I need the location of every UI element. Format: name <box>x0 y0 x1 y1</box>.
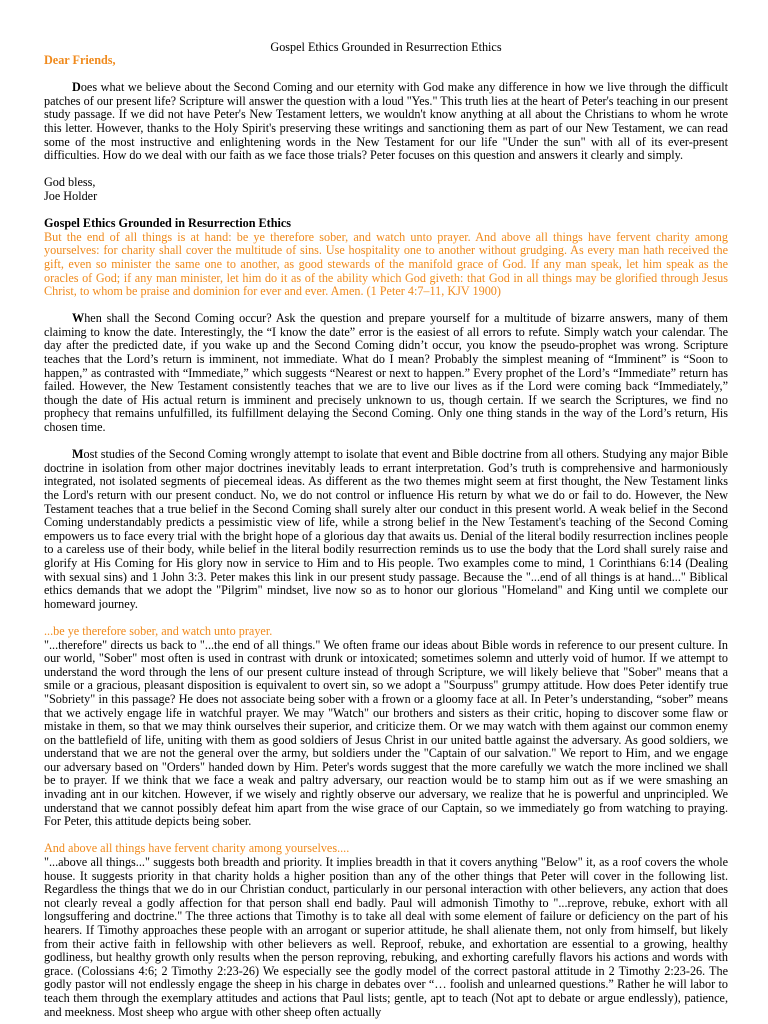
article-heading: Gospel Ethics Grounded in Resurrection Ethics <box>44 216 292 231</box>
para1-text: hen shall the Second Coming occur? Ask the question and prepare yourself for a multitude of bizarre answers, many of them claiming to know the date. Interestingly, the “I know the date” error is the easiest of all errors to refute. Simply watch your calendar. The day after the predicted date, if you wake up and the Second Coming didn’t occur, you know the pseudo-prophet was wrong. Scripture teaches that the Lord’s return is imminent, not immediate. What do I mean? Probably the simplest meaning of “Imminent” is “Soon to happen,” as contrasted with “Immediate,” which suggests “Nearest or next to happen.” Every prophet of the Lord’s “Immediate” return has failed. However, the New Testament consistently teaches that we are to live our lives as if the Lord were coming back “Immediately,” though the date of His actual return is imminent and precisely unknown to us, though certain. If we search the Scriptures, we find no prophecy that remains unfulfilled, its fulfillment delaying the Second Coming. Only one thing stands in the way of the Lord’s return, His chosen time. <box>44 311 728 435</box>
spacer <box>44 435 728 449</box>
body-paragraph-1 <box>44 312 728 434</box>
closing-line: God bless, <box>44 175 96 190</box>
para2-text: ost studies of the Second Coming wrongly attempt to isolate that event and Bible doctrine from all others. Studying any major Bible doctrine in isolation from other major doctrines inevitably leads to errant interpretation. God’s truth is comprehensive and harmoniously integrated, not isolated segments of piecemeal ideas. As different as the two themes might seem at first thought, the New Testament links the Lord's return with our present conduct. No, we do not control or influence His return by what we do or fail to do. However, the New Testament teaches that a true belief in the Second Coming shall surely alter our conduct in this present world. A weak belief in the Second Coming understandably predicts a pessimistic view of life, while a strong belief in the New Testament's teaching of the Second Coming empowers us to face every trial with the bright hope of a glorious day that awaits us. Denial of the literal bodily resurrection inclines people to a careless use of their body, while belief in the literal bodily resurrection reminds us to use the body that the Lord shall surely raise and glorify at His Coming for His glory now in service to Him and to His people. Two examples come to mind, 1 Corinthians 6:14 (Dealing with sexual sins) and 1 John 3:3. Peter makes this link in our present study passage. Because the "...end of all things is at hand..." Biblical ethics demands that we adopt the "Pilgrim" mindset, live now so as to honor our glorious "Homeland" and King until we complete our homeward journey. <box>44 447 728 611</box>
subheading-sober: ...be ye therefore sober, and watch unto prayer. <box>44 623 273 638</box>
spacer <box>44 611 728 625</box>
salutation: Dear Friends, <box>44 53 116 67</box>
body-paragraph-charity: "...above all things..." suggests both breadth and priority. It implies breadth in that it covers anything "Below" it, as a roof covers the whole house. It suggests priority in that charity holds a higher position than any of the other things that Peter will cover in the following list. Regardless the things that we do in our Christian conduct, particularly in our personal interaction with other believers, any action that does not clearly reveal a godly affection for that person shall end badly. Paul will admonish Timothy to "...reprove, rebuke, exhort with all longsuffering and doctrine." The three actions that Timothy is to take all deal with some element of failure or deficiency on the part of his hearers. If Timothy approaches these people with an arrogant or superior attitude, he shall alienate them, not only from himself, but likely from their active faith in fellowship with other believers as well. Reproof, rebuke, and exhortation are essential to a growing, healthy godliness, but healthy growth only results when the person reproving, rebuking, and exhorting carefully flavors his actions and words with grace. (Colossians 4:6; 2 Timothy 2:23-26) We especially see the godly model of the correct pastoral attitude in 2 Timothy 2:23-26. The godly pastor will not endlessly engage the sheep in his charge in debates over “… foolish and unlearned questions.” Rather he will labor to teach them through the exemplary attitudes and actions that Paul lists; gentle, apt to teach (Not apt to debate or argue endlessly), patience, and meekness. Most sheep who argue with other sheep often actually <box>44 855 728 1019</box>
para2-drop-letter: M <box>72 447 84 462</box>
signoff <box>44 176 728 203</box>
scripture-quote: But the end of all things is at hand: be ye therefore sober, and watch unto prayer. And above all things have fervent charity among yourselves: for charity shall cover the multitude of sins. Use hospitality one to another without grudging. As every man hath received the gift, even so minister the same one to another, as good stewards of the manifold grace of God. If any man speak, let him speak as the oracles of God; if any man minister, let him do it as of the ability which God giveth: that God in all things may be glorified through Jesus Christ, to whom be praise and dominion for ever and ever. Amen. (1 Peter 4:7–11, KJV 1900) <box>44 229 728 299</box>
document-page <box>44 0 728 1019</box>
signature: Joe Holder <box>44 188 98 203</box>
intro-paragraph <box>44 81 728 163</box>
spacer <box>44 163 728 177</box>
spacer <box>44 299 728 313</box>
spacer <box>44 829 728 843</box>
intro-drop-letter: D <box>72 80 81 95</box>
document-title: Gospel Ethics Grounded in Resurrection Ethics <box>270 40 502 54</box>
spacer <box>44 68 728 82</box>
body-paragraph-2 <box>44 448 728 611</box>
subheading-charity: And above all things have fervent charity among yourselves.... <box>44 841 350 856</box>
spacer <box>44 204 728 218</box>
para1-drop-letter: W <box>72 311 85 326</box>
body-paragraph-sober: "...therefore" directs us back to "...the end of all things." We often frame our ideas about Bible words in reference to our present culture. In our world, "Sober" most often is used in contrast with drunk or intoxicated; sometimes solemn and utterly void of humor. If we attempt to understand the word through the lens of our present culture instead of through Scripture, we will likely believe that "Sober" means that a smile or a gracious, pleasant disposition is equivalent to overt sin, so we adopt a "Sourpuss" grumpy attitude. How does Peter identify true "Sobriety" in this passage? He does not associate being sober with a frown or a gloomy face at all. In Peter’s understanding, “sober” means that we actively engage life in watchful prayer. We may "Watch" our brothers and sisters as their critic, hoping to discover some flaw or mistake in them, so that we may think ourselves their superior, and criticize them. Or we may watch with them against our common enemy on the battlefield of life, uniting with them as good soldiers of Jesus Christ in our united battle against the adversary. As good soldiers, we understand that we are not the general over the army, but soldiers under the "Captain of our salvation." We report to Him, and we engage our adversary based on "Orders" handed down by Him. Peter's words suggest that the more carefully we watch the more inclined we shall be to prayer. If we think that we face a weak and paltry adversary, our reaction would be to stamp him out as if we were smashing an invading ant in our kitchen. However, if we wisely and rightly observe our adversary, we realize that he is powerful and unprincipled. We understand that we cannot possibly defeat him apart from the wise grace of our Captain, so we immediately go from watching to praying. For Peter, this attitude depicts being sober. <box>44 637 728 829</box>
intro-text: oes what we believe about the Second Coming and our eternity with God make any difference in how we live through the difficult patches of our present life? Scripture will answer the question with a loud "Yes." This truth lies at the heart of Peter's teaching in our present study passage. If we did not have Peter's New Testament letters, we wouldn't know anything at all about the Christians to whom he wrote this letter. However, thanks to the Holy Spirit's preserving these writings and sanctioning them as part of our New Testament, we can read some of the most instructive and enlightening words in the New Testament for our life "Under the sun" with all of its ever-present difficulties. How do we deal with our faith as we face those trials? Peter focuses on this question and answers it clearly and simply. <box>44 80 728 163</box>
